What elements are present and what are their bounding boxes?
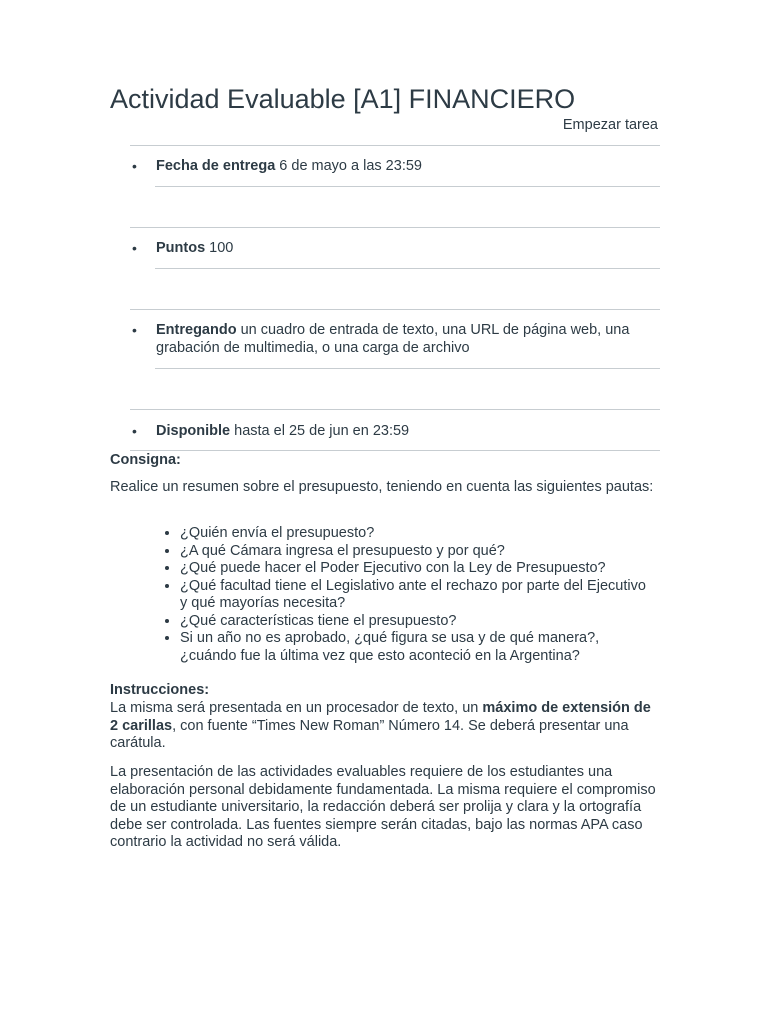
list-item: • Si un año no es aprobado, ¿qué figura se usa y de qué manera?, ¿cuándo fue la última vez que esto aconteció en la Argentina? [180, 630, 650, 665]
detail-value: 6 de mayo a las 23:59 [275, 158, 422, 174]
list-item: • ¿Qué características tiene el presupuesto? [180, 613, 650, 631]
instructions-text: , con fuente “Times New Roman” Número 14. Se deberá presentar una carátula. [110, 717, 629, 751]
instructions-paragraph [110, 700, 660, 753]
detail-value: 100 [205, 240, 234, 256]
consigna-intro: Realice un resumen sobre el presupuesto, teniendo en cuenta las siguientes pautas: [110, 479, 654, 495]
instructions-heading: Instrucciones: [110, 682, 210, 698]
bullet-icon: • [132, 322, 137, 338]
detail-label: Puntos [156, 240, 206, 256]
bullet-icon: • [132, 423, 137, 439]
start-assignment-button[interactable]: Empezar tarea [562, 117, 658, 133]
instructions-text: La misma será presentada en un procesador de texto, un [110, 700, 483, 716]
divider [155, 186, 660, 187]
divider [130, 409, 660, 410]
detail-value: hasta el 25 de jun en 23:59 [230, 423, 410, 439]
list-item: • ¿Qué puede hacer el Poder Ejecutivo con la Ley de Presupuesto? [180, 560, 650, 578]
list-item: • ¿Qué facultad tiene el Legislativo ante el rechazo por parte del Ejecutivo y qué mayorías necesita? [180, 578, 650, 613]
divider [130, 145, 660, 146]
detail-label: Entregando [156, 322, 237, 338]
consigna-heading: Consigna: [110, 452, 181, 468]
divider [130, 450, 660, 451]
list-item: • ¿A qué Cámara ingresa el presupuesto y por qué? [180, 543, 650, 561]
instructions-emphasis: máximo de extensión de 2 carillas [110, 700, 651, 734]
divider [130, 227, 660, 228]
divider [130, 309, 660, 310]
page-title: Actividad Evaluable [A1] FINANCIERO [110, 84, 576, 114]
guidelines-list [158, 525, 650, 665]
bullet-icon: • [132, 240, 137, 256]
detail-label: Fecha de entrega [156, 158, 276, 174]
detail-label: Disponible [156, 423, 231, 439]
list-item: • ¿Quién envía el presupuesto? [180, 525, 650, 543]
divider [155, 268, 660, 269]
divider [155, 368, 660, 369]
bullet-icon: • [132, 158, 137, 174]
detail-value: un cuadro de entrada de texto, una URL de página web, una grabación de multimedia, o una carga de archivo [156, 322, 630, 356]
presentation-paragraph: La presentación de las actividades evaluables requiere de los estudiantes una elaboración personal debidamente fundamentada. La misma requiere el compromiso de un estudiante universitario, la redacción deberá ser prolija y clara y la ortografía debe ser controlada. Las fuentes siempre serán citadas, bajo las normas APA caso contrario la actividad no será válida. [110, 764, 656, 850]
